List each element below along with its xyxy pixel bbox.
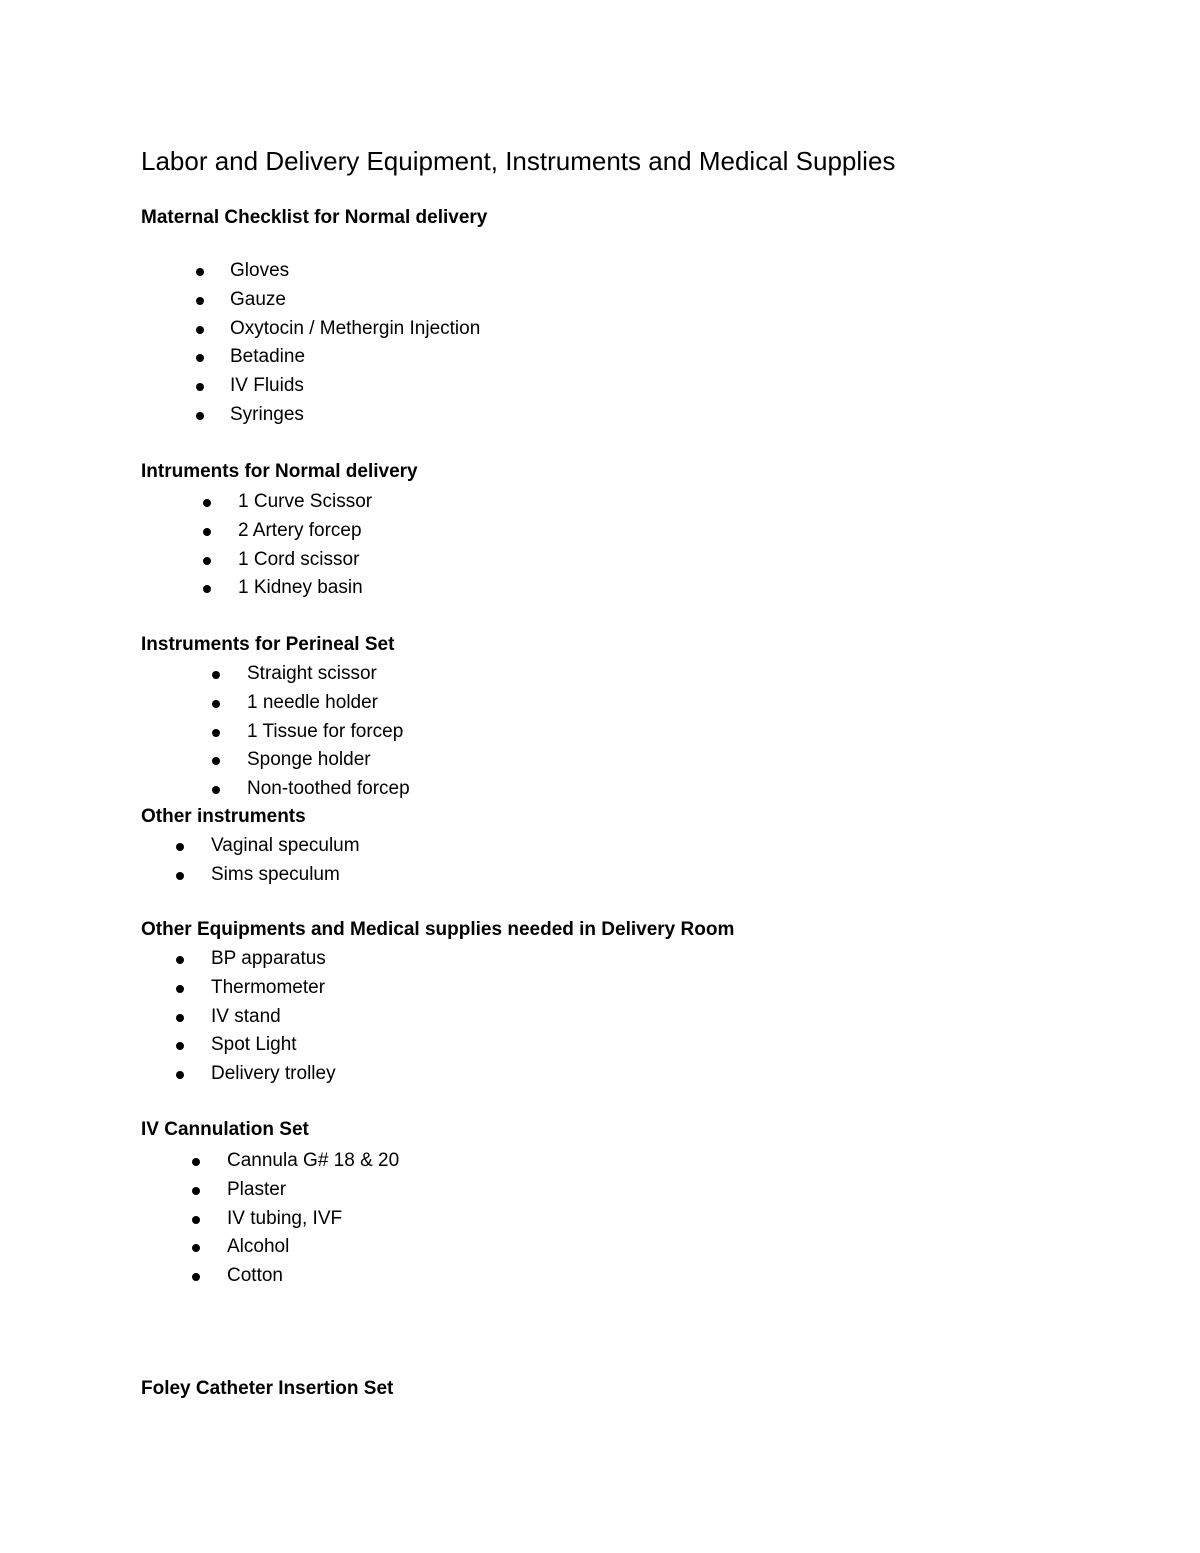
bullet-icon xyxy=(176,1014,184,1022)
section-heading-other-equipments: Other Equipments and Medical supplies needed in Delivery Room xyxy=(141,919,735,940)
list-item xyxy=(192,1176,399,1205)
list-item-text: 1 Curve Scissor xyxy=(238,491,373,512)
bullet-icon xyxy=(196,297,204,305)
list-item xyxy=(196,257,480,286)
list-item xyxy=(192,1233,399,1262)
section-heading-maternal-checklist: Maternal Checklist for Normal delivery xyxy=(141,207,488,228)
list-item-text: IV stand xyxy=(211,1005,281,1027)
list-item xyxy=(196,286,480,315)
bullet-icon xyxy=(192,1273,200,1281)
bullet-icon xyxy=(212,757,220,765)
list-item-text: Sims speculum xyxy=(211,863,340,885)
list-item xyxy=(176,1031,336,1060)
list-item-text: 1 Cord scissor xyxy=(238,548,360,570)
list-item-text: Betadine xyxy=(230,346,306,368)
list-item-text: Delivery trolley xyxy=(211,1063,336,1085)
section-heading-foley-catheter-set: Foley Catheter Insertion Set xyxy=(141,1378,394,1399)
list-item xyxy=(176,1060,336,1089)
bullet-icon xyxy=(212,700,220,708)
bullet-icon xyxy=(176,872,184,880)
list-item xyxy=(192,1262,399,1291)
list-item xyxy=(203,488,372,517)
list-item-text: Straight scissor xyxy=(247,663,377,684)
list-item-text: IV Fluids xyxy=(230,375,304,397)
list-item xyxy=(196,315,480,344)
list-item xyxy=(176,832,360,861)
list-item-text: Non-toothed forcep xyxy=(247,778,410,800)
bullet-icon xyxy=(176,985,184,993)
list-item-text: Oxytocin / Methergin Injection xyxy=(230,317,481,339)
list-item xyxy=(192,1147,399,1176)
list-other-equipments xyxy=(176,945,336,1089)
section-heading-normal-delivery-instruments: Intruments for Normal delivery xyxy=(141,461,418,482)
list-item xyxy=(212,775,410,804)
bullet-icon xyxy=(196,354,204,362)
list-item xyxy=(212,660,410,689)
list-item-text: Syringes xyxy=(230,403,304,425)
list-item xyxy=(203,546,372,575)
list-item xyxy=(176,1003,336,1032)
list-item xyxy=(176,945,336,974)
section-heading-other-instruments: Other instruments xyxy=(141,806,306,827)
list-item xyxy=(203,574,372,603)
list-item xyxy=(196,343,480,372)
bullet-icon xyxy=(196,383,204,391)
list-item-text: Gloves xyxy=(230,260,290,281)
list-item-text: Vaginal speculum xyxy=(211,835,360,856)
bullet-icon xyxy=(176,843,184,851)
list-other-instruments xyxy=(176,832,360,890)
list-item-text: Plaster xyxy=(227,1178,287,1200)
list-item-text: Thermometer xyxy=(211,976,326,998)
bullet-icon xyxy=(196,326,204,334)
list-item-text: Alcohol xyxy=(227,1236,290,1258)
bullet-icon xyxy=(192,1216,200,1224)
bullet-icon xyxy=(192,1158,200,1166)
bullet-icon xyxy=(176,956,184,964)
bullet-icon xyxy=(192,1244,200,1252)
list-item-text: 2 Artery forcep xyxy=(238,519,362,541)
bullet-icon xyxy=(196,268,204,276)
list-item-text: BP apparatus xyxy=(211,948,326,969)
bullet-icon xyxy=(203,528,211,536)
list-iv-cannulation-set xyxy=(192,1147,399,1291)
list-item xyxy=(212,746,410,775)
list-item-text: Sponge holder xyxy=(247,749,371,771)
list-item-text: IV tubing, IVF xyxy=(227,1207,343,1229)
list-item-text: 1 needle holder xyxy=(247,691,378,713)
list-item xyxy=(176,974,336,1003)
bullet-icon xyxy=(196,412,204,420)
list-item-text: Cannula G# 18 & 20 xyxy=(227,1150,400,1171)
bullet-icon xyxy=(203,499,211,507)
list-item xyxy=(196,372,480,401)
list-perineal-set xyxy=(212,660,410,804)
bullet-icon xyxy=(176,1042,184,1050)
section-heading-perineal-set: Instruments for Perineal Set xyxy=(141,634,395,655)
bullet-icon xyxy=(203,557,211,565)
list-item-text: 1 Tissue for forcep xyxy=(247,720,404,742)
bullet-icon xyxy=(176,1071,184,1079)
list-item xyxy=(212,718,410,747)
list-item-text: 1 Kidney basin xyxy=(238,577,363,599)
list-normal-delivery-instruments xyxy=(203,488,372,603)
list-item xyxy=(203,517,372,546)
section-heading-iv-cannulation-set: IV Cannulation Set xyxy=(141,1119,309,1140)
list-item-text: Spot Light xyxy=(211,1034,297,1056)
bullet-icon xyxy=(212,786,220,794)
document-title: Labor and Delivery Equipment, Instruments and Medical Supplies xyxy=(141,146,896,176)
list-item xyxy=(176,861,360,890)
list-item xyxy=(192,1205,399,1234)
bullet-icon xyxy=(212,671,220,679)
list-item-text: Cotton xyxy=(227,1265,283,1287)
bullet-icon xyxy=(212,729,220,737)
list-item-text: Gauze xyxy=(230,288,286,310)
list-item xyxy=(212,689,410,718)
list-maternal-checklist xyxy=(196,257,480,430)
bullet-icon xyxy=(192,1187,200,1195)
list-item xyxy=(196,401,480,430)
bullet-icon xyxy=(203,585,211,593)
